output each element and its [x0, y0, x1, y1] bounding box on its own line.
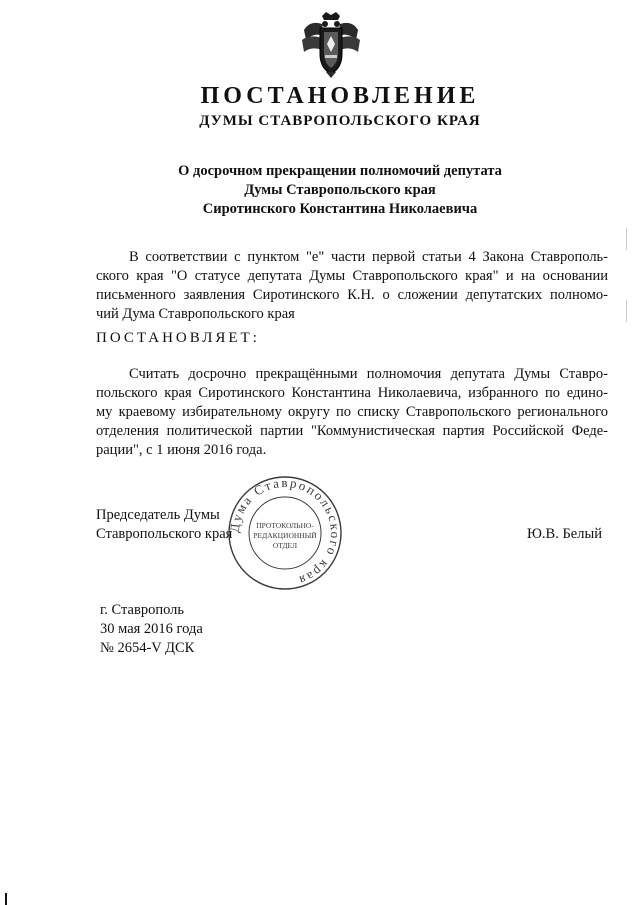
- round-seal-icon: [225, 473, 345, 593]
- scan-edge-mark: [626, 228, 627, 250]
- stamp-ring-text: Дума Ставропольского края: [226, 474, 344, 589]
- signatory-position: [96, 506, 232, 544]
- scan-edge-mark: [626, 300, 627, 322]
- signatory-name: Ю.В. Белый: [527, 526, 602, 542]
- stamp-center-line: ОТДЕЛ: [272, 541, 298, 550]
- subject-line: О досрочном прекращении полномочий депутата: [178, 163, 502, 179]
- position-line: Председатель Думы: [96, 507, 220, 523]
- resolves-heading: ПОСТАНОВЛЯЕТ:: [96, 330, 260, 346]
- city: г. Ставрополь: [100, 602, 185, 618]
- subject-line: Думы Ставропольского края: [244, 182, 436, 198]
- paragraph-line: чий Дума Ставропольского края: [96, 306, 295, 322]
- paragraph-line: ского края "О статусе депутата Думы Ставропольского края" и на основании: [96, 268, 608, 284]
- paragraph-line: В соответствии с пунктом "е" части первой статьи 4 Закона Ставрополь-: [129, 249, 608, 265]
- paragraph-line: Считать досрочно прекращёнными полномочия депутата Думы Ставро-: [129, 366, 608, 382]
- paragraph-line: письменного заявления Сиротинского К.Н. о сложении депутатских полномо-: [96, 287, 608, 303]
- stamp-center-line: РЕДАКЦИОННЫЙ: [253, 531, 317, 540]
- position-line: Ставропольского края: [96, 526, 233, 542]
- paragraph-line: отделения политической партии "Коммунистическая партия Российской Феде-: [96, 423, 608, 439]
- document-subject: [0, 162, 640, 219]
- document-type: ПОСТАНОВЛЕНИЕ: [200, 83, 480, 109]
- document-number: № 2654-V ДСК: [100, 640, 195, 656]
- scan-edge-mark: [5, 893, 7, 905]
- issuing-authority: ДУМЫ СТАВРОПОЛЬСКОГО КРАЯ: [199, 113, 481, 129]
- document-date: 30 мая 2016 года: [100, 621, 203, 637]
- paragraph-line: рации", с 1 июня 2016 года.: [96, 442, 267, 458]
- paragraph-line: польского края Сиротинского Константина Николаевича, избранного по едино-: [96, 385, 608, 401]
- resolution-paragraph: [96, 365, 608, 460]
- subject-line: Сиротинского Константина Николаевича: [202, 201, 478, 217]
- preamble-paragraph: [96, 248, 608, 324]
- coat-of-arms-icon: [300, 10, 362, 78]
- document-footer: [100, 601, 203, 658]
- paragraph-line: му краевому избирательному округу по списку Ставропольского регионального: [96, 404, 608, 420]
- stamp-center-line: ПРОТОКОЛЬНО-: [256, 521, 314, 530]
